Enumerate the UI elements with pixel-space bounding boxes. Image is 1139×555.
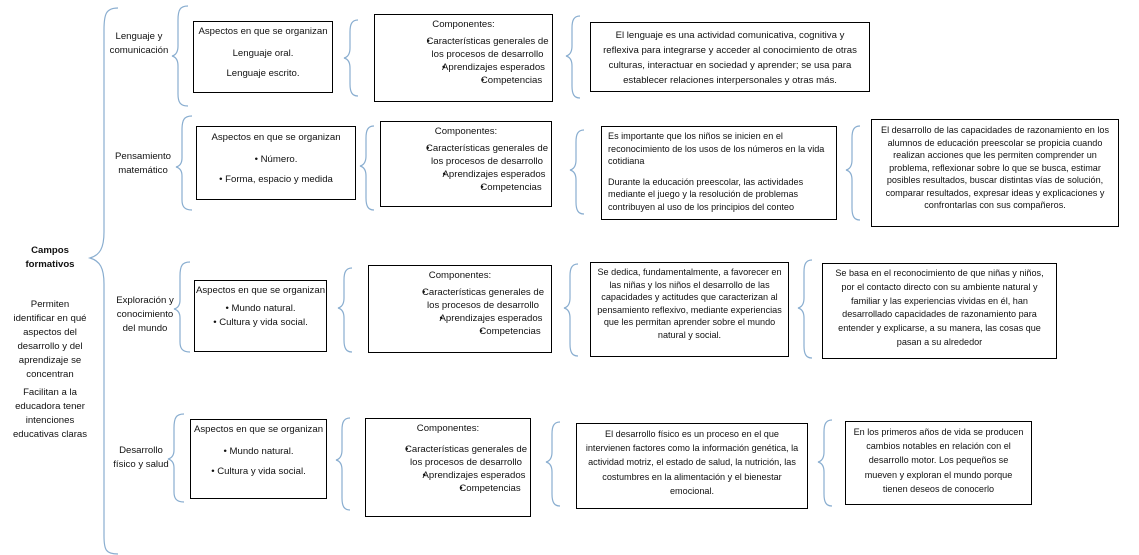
- aspects-box-pensamiento: [196, 126, 356, 200]
- description-box-desarrollo-2: En los primeros años de vida se producen cambios notables en relación con el desarrollo motor. Los pequeños se mueven y exploran el mundo porque tienen deseos de conocerlo: [845, 421, 1032, 505]
- description-box-desarrollo-1: El desarrollo físico es un proceso en el que intervienen factores como la información genética, la actividad motriz, el estado de salud, la nutrición, las costumbres en la alimentación y el bienestar emocional.: [576, 423, 808, 509]
- aspect-item: • Mundo natural.: [225, 303, 296, 314]
- root-description-1: Permiten identificar en qué aspectos del desarrollo y del aprendizaje se concentran: [13, 299, 87, 380]
- components-title: Componentes:: [434, 126, 498, 137]
- component-item: • Aprendizajes esperados: [375, 61, 552, 74]
- description-box-pensamiento-2: El desarrollo de las capacidades de razonamiento en los alumnos de educación preescolar se propicia cuando realizan acciones que les permiten comprender un problema, reflexionar sobre lo que se busca, estimar posibles resultados, buscar distintas vías de solución, comparar resultados, expresar ideas y explicaciones y confrontarlas con sus compañeros.: [871, 119, 1119, 227]
- description-box-exploracion-1: Se dedica, fundamentalmente, a favorecer en las niñas y los niños el desarrollo de las capacidades y actitudes que caracterizan al pensamiento reflexivo, mediante experiencias que les permitan aprender sobre el mundo natural y social.: [590, 262, 789, 357]
- brace-r3-b: [338, 268, 352, 352]
- aspects-box-desarrollo: [190, 419, 327, 499]
- aspect-item: • Mundo natural.: [223, 446, 294, 457]
- brace-r2-a: [176, 116, 192, 210]
- description-box-exploracion-2: Se basa en el reconocimiento de que niñas y niños, por el contacto directo con su ambiente natural y familiar y las experiencias vividas en él, han desarrollado capacidades de razonamiento para entender y explicarse, a su manera, las cosas que pasan a su alrededor: [822, 263, 1057, 359]
- aspect-item: • Forma, espacio y medida: [219, 174, 333, 185]
- components-title: Componentes:: [416, 423, 480, 434]
- root-brace: [90, 8, 118, 554]
- component-item: • Características generales de los procesos de desarrollo: [381, 142, 551, 168]
- brace-r3-c: [564, 264, 578, 356]
- components-box-exploracion: [368, 265, 552, 353]
- brace-r4-c: [546, 422, 560, 506]
- field-label-exploracion: Exploración y conocimiento del mundo: [116, 295, 174, 334]
- aspect-item: • Número.: [254, 154, 298, 165]
- root-title: Campos formativos: [25, 245, 75, 270]
- aspects-box-lenguaje: [193, 21, 333, 93]
- component-item: • Características generales de los procesos de desarrollo: [375, 35, 552, 61]
- component-item: • Aprendizajes esperados: [369, 312, 551, 325]
- field-label-desarrollo: Desarrollo físico y salud: [113, 445, 169, 470]
- description-box-lenguaje: El lenguaje es una actividad comunicativa, cognitiva y reflexiva para integrarse y acceder al conocimiento de otras culturas, interactuar en sociedad y aprender; se usa para establecer relaciones interpersonales y otras más.: [590, 22, 870, 92]
- brace-r3-d: [798, 260, 812, 358]
- aspects-title: Aspectos en que se organizan: [193, 424, 324, 435]
- component-item: • Competencias: [381, 181, 551, 194]
- root-description-2: Facilitan a la educadora tener intenciones educativas claras: [12, 387, 88, 440]
- aspects-title: Aspectos en que se organizan: [195, 285, 326, 296]
- aspects-title: Aspectos en que se organizan: [211, 132, 341, 143]
- component-item: • Competencias: [366, 482, 530, 495]
- aspect-item: • Cultura y vida social.: [211, 466, 306, 477]
- component-item: • Aprendizajes esperados: [366, 469, 530, 482]
- components-box-desarrollo: [365, 418, 531, 517]
- component-item: • Características generales de los procesos de desarrollo: [366, 443, 530, 469]
- aspects-box-exploracion: [194, 280, 327, 352]
- brace-r4-d: [818, 420, 832, 506]
- brace-r1-b: [344, 20, 358, 96]
- components-box-lenguaje: [374, 14, 553, 102]
- components-title: Componentes:: [432, 19, 495, 30]
- brace-r2-b: [360, 126, 374, 210]
- aspect-item: Lenguaje oral.: [232, 48, 294, 59]
- brace-r2-c: [570, 130, 584, 214]
- aspects-title: Aspectos en que se organizan: [198, 26, 328, 37]
- field-label-pensamiento: Pensamiento matemático: [115, 151, 171, 176]
- brace-r1-a: [172, 6, 188, 106]
- aspect-item: • Cultura y vida social.: [213, 317, 308, 328]
- field-label-lenguaje: Lenguaje y comunicación: [109, 31, 169, 56]
- component-item: • Características generales de los procesos de desarrollo: [369, 286, 551, 312]
- component-item: • Aprendizajes esperados: [381, 168, 551, 181]
- brace-r4-b: [336, 418, 350, 510]
- aspect-item: Lenguaje escrito.: [226, 68, 300, 79]
- component-item: • Competencias: [375, 74, 552, 87]
- component-item: • Competencias: [369, 325, 551, 338]
- components-title: Componentes:: [428, 270, 492, 281]
- description-box-pensamiento-1: Es importante que los niños se inicien en el reconocimiento de los usos de los números en la vida cotidiana Durante la educación preescolar, las actividades mediante el juego y la resolución de problemas contribuyen al uso de los principios del conteo: [601, 126, 837, 220]
- components-box-pensamiento: [380, 121, 552, 207]
- brace-r1-c: [566, 16, 580, 98]
- brace-r2-d: [846, 126, 860, 220]
